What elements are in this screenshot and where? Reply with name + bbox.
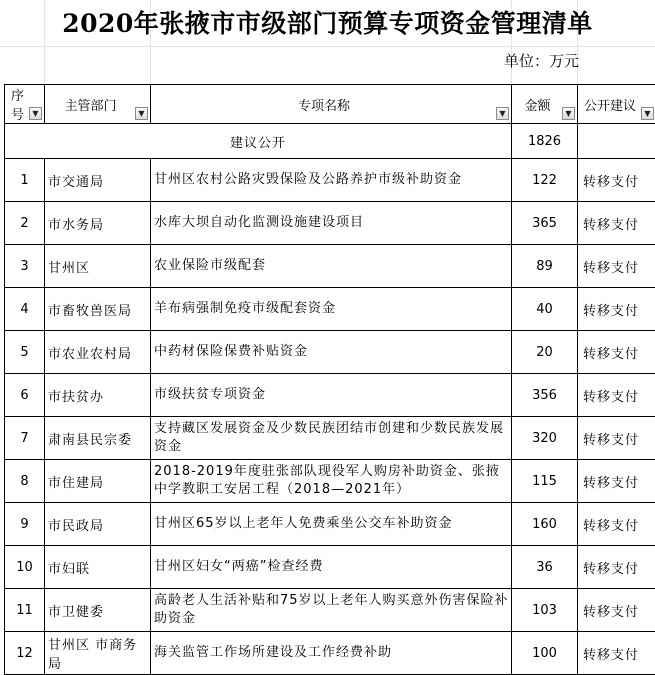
header-no-label: 序号 (5, 85, 30, 123)
header-name (151, 85, 512, 124)
table-row (5, 460, 655, 503)
filter-dropdown-icon[interactable]: ▼ (562, 107, 575, 120)
cell-dept[interactable]: 肃南县民宗委 (45, 417, 151, 460)
table-row (5, 546, 655, 589)
budget-table (4, 84, 655, 675)
cell-no[interactable]: 10 (5, 546, 45, 589)
cell-amount[interactable]: 320 (512, 417, 578, 460)
summary-public[interactable] (578, 124, 655, 159)
header-amount-label: 金额 (524, 95, 550, 114)
filter-dropdown-icon[interactable]: ▼ (135, 107, 148, 120)
cell-amount[interactable]: 20 (512, 331, 578, 374)
cell-dept[interactable]: 市民政局 (45, 503, 151, 546)
table-row (5, 632, 655, 675)
cell-name[interactable]: 高龄老人生活补贴和75岁以上老年人购买意外伤害保险补助资金 (151, 589, 512, 632)
unit-label: 单位：万元 (504, 51, 579, 71)
header-no (5, 85, 45, 124)
cell-name[interactable]: 海关监管工作场所建设及工作经费补助 (151, 632, 512, 675)
cell-dept[interactable]: 市农业农村局 (45, 331, 151, 374)
table-row (5, 374, 655, 417)
cell-amount[interactable]: 40 (512, 288, 578, 331)
cell-public[interactable]: 转移支付 (578, 503, 655, 546)
cell-no[interactable]: 2 (5, 202, 45, 245)
header-name-label: 专项名称 (298, 95, 350, 114)
cell-amount[interactable]: 356 (512, 374, 578, 417)
cell-amount[interactable]: 122 (512, 159, 578, 202)
cell-dept[interactable]: 市交通局 (45, 159, 151, 202)
cell-public[interactable]: 转移支付 (578, 546, 655, 589)
cell-dept[interactable]: 市水务局 (45, 202, 151, 245)
header-public-label: 公开建议 (584, 95, 636, 114)
cell-name[interactable]: 支持藏区发展资金及少数民族团结市创建和少数民族发展资金 (151, 417, 512, 460)
cell-name[interactable]: 水库大坝自动化监测设施建设项目 (151, 202, 512, 245)
grid-line (0, 46, 655, 47)
cell-name[interactable]: 农业保险市级配套 (151, 245, 512, 288)
cell-amount[interactable]: 89 (512, 245, 578, 288)
cell-no[interactable]: 11 (5, 589, 45, 632)
cell-dept[interactable]: 市妇联 (45, 546, 151, 589)
cell-public[interactable]: 转移支付 (578, 202, 655, 245)
cell-no[interactable]: 4 (5, 288, 45, 331)
cell-name[interactable]: 2018-2019年度驻张部队现役军人购房补助资金、张掖中学教职工安居工程（2018—2021年） (151, 460, 512, 503)
cell-dept[interactable]: 甘州区 市商务局 (45, 632, 151, 675)
cell-public[interactable]: 转移支付 (578, 589, 655, 632)
cell-no[interactable]: 5 (5, 331, 45, 374)
cell-amount[interactable]: 36 (512, 546, 578, 589)
cell-public[interactable]: 转移支付 (578, 288, 655, 331)
header-amount (512, 85, 578, 124)
table-row (5, 503, 655, 546)
table-row (5, 245, 655, 288)
page-title: 2020年张掖市市级部门预算专项资金管理清单 (0, 2, 655, 46)
summary-row (5, 124, 655, 159)
table-row (5, 417, 655, 460)
header-public (578, 85, 655, 124)
cell-no[interactable]: 12 (5, 632, 45, 675)
cell-dept[interactable]: 市住建局 (45, 460, 151, 503)
cell-public[interactable]: 转移支付 (578, 632, 655, 675)
header-dept (45, 85, 151, 124)
cell-public[interactable]: 转移支付 (578, 245, 655, 288)
header-dept-label: 主管部门 (64, 95, 116, 114)
cell-amount[interactable]: 115 (512, 460, 578, 503)
cell-public[interactable]: 转移支付 (578, 417, 655, 460)
cell-dept[interactable]: 市卫健委 (45, 589, 151, 632)
table-row (5, 589, 655, 632)
cell-name[interactable]: 甘州区妇女“两癌”检查经费 (151, 546, 512, 589)
cell-no[interactable]: 1 (5, 159, 45, 202)
cell-name[interactable]: 羊布病强制免疫市级配套资金 (151, 288, 512, 331)
cell-name[interactable]: 中药材保险保费补贴资金 (151, 331, 512, 374)
table-row (5, 202, 655, 245)
cell-amount[interactable]: 365 (512, 202, 578, 245)
summary-amount[interactable]: 1826 (512, 124, 578, 159)
cell-amount[interactable]: 160 (512, 503, 578, 546)
cell-public[interactable]: 转移支付 (578, 460, 655, 503)
table-row (5, 288, 655, 331)
filter-dropdown-icon[interactable]: ▼ (496, 107, 509, 120)
cell-no[interactable]: 3 (5, 245, 45, 288)
cell-dept[interactable]: 甘州区 (45, 245, 151, 288)
table-row (5, 159, 655, 202)
cell-dept[interactable]: 市畜牧兽医局 (45, 288, 151, 331)
cell-no[interactable]: 8 (5, 460, 45, 503)
cell-public[interactable]: 转移支付 (578, 374, 655, 417)
cell-no[interactable]: 6 (5, 374, 45, 417)
cell-name[interactable]: 甘州区65岁以上老年人免费乘坐公交车补助资金 (151, 503, 512, 546)
header-row (5, 85, 655, 124)
cell-name[interactable]: 市级扶贫专项资金 (151, 374, 512, 417)
filter-dropdown-icon[interactable]: ▼ (29, 107, 42, 120)
cell-public[interactable]: 转移支付 (578, 331, 655, 374)
cell-amount[interactable]: 100 (512, 632, 578, 675)
filter-dropdown-icon[interactable]: ▼ (641, 107, 654, 120)
table-row (5, 331, 655, 374)
cell-name[interactable]: 甘州区农村公路灾毁保险及公路养护市级补助资金 (151, 159, 512, 202)
cell-no[interactable]: 7 (5, 417, 45, 460)
cell-public[interactable]: 转移支付 (578, 159, 655, 202)
summary-label[interactable]: 建议公开 (5, 124, 512, 159)
cell-no[interactable]: 9 (5, 503, 45, 546)
cell-dept[interactable]: 市扶贫办 (45, 374, 151, 417)
cell-amount[interactable]: 103 (512, 589, 578, 632)
